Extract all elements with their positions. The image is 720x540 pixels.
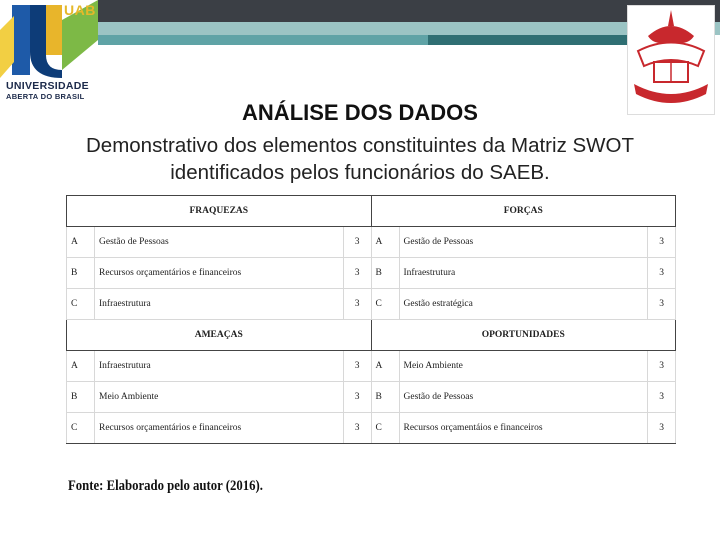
row-item: Meio Ambiente (399, 351, 648, 382)
row-count: 3 (343, 413, 371, 444)
header-stripe-dark (428, 35, 628, 45)
row-item: Recursos orçamentários e financeiros (95, 413, 344, 444)
row-letter: A (67, 227, 95, 258)
row-letter: C (67, 289, 95, 320)
row-item: Infraestrutura (399, 258, 648, 289)
row-item: Meio Ambiente (95, 382, 344, 413)
row-letter: B (371, 382, 399, 413)
row-letter: C (371, 289, 399, 320)
row-letter: C (67, 413, 95, 444)
row-item: Gestão de Pessoas (399, 382, 648, 413)
table-row (67, 227, 676, 258)
row-item: Recursos orçamentáios e financeiros (399, 413, 648, 444)
row-count: 3 (648, 227, 676, 258)
header-stripe-light (98, 35, 428, 45)
slide-subtitle: Demonstrativo dos elementos constituintes da Matriz SWOT identificados pelos funcionários do SAEB. (85, 134, 634, 184)
row-letter: A (67, 351, 95, 382)
row-item: Recursos orçamentários e financeiros (95, 258, 344, 289)
top-bar (0, 0, 720, 22)
oportunidades-header: OPORTUNIDADES (371, 320, 676, 351)
row-count: 3 (648, 382, 676, 413)
row-count: 3 (343, 258, 371, 289)
row-item: Infraestrutura (95, 351, 344, 382)
table-row (67, 258, 676, 289)
fraquezas-header: FRAQUEZAS (67, 196, 372, 227)
seal-emblem-icon (628, 6, 714, 114)
university-seal (627, 5, 715, 115)
forcas-header: FORÇAS (371, 196, 676, 227)
row-letter: B (371, 258, 399, 289)
row-count: 3 (343, 289, 371, 320)
table-row (67, 413, 676, 444)
table-row (67, 351, 676, 382)
row-letter: A (371, 351, 399, 382)
row-item: Gestão de Pessoas (95, 227, 344, 258)
row-count: 3 (343, 382, 371, 413)
uab-name-line2: ABERTA DO BRASIL (6, 92, 85, 101)
row-item: Infraestrutura (95, 289, 344, 320)
row-item: Gestão estratégica (399, 289, 648, 320)
row-count: 3 (648, 413, 676, 444)
row-letter: B (67, 258, 95, 289)
uab-logo (0, 0, 98, 104)
slide-title: ANÁLISE DOS DADOS (242, 100, 478, 125)
table-row (67, 382, 676, 413)
uab-name-line1: UNIVERSIDADE (6, 80, 89, 92)
row-letter: B (67, 382, 95, 413)
row-item: Gestão de Pessoas (399, 227, 648, 258)
row-count: 3 (343, 351, 371, 382)
row-count: 3 (648, 351, 676, 382)
source-note: Fonte: Elaborado pelo autor (2016). (68, 478, 263, 494)
swot-table (66, 195, 676, 444)
row-letter: A (371, 227, 399, 258)
uab-wordmark: UAB (64, 2, 96, 18)
row-count: 3 (648, 258, 676, 289)
row-letter: C (371, 413, 399, 444)
row-count: 3 (343, 227, 371, 258)
ameacas-header: AMEAÇAS (67, 320, 372, 351)
table-row (67, 289, 676, 320)
row-count: 3 (648, 289, 676, 320)
